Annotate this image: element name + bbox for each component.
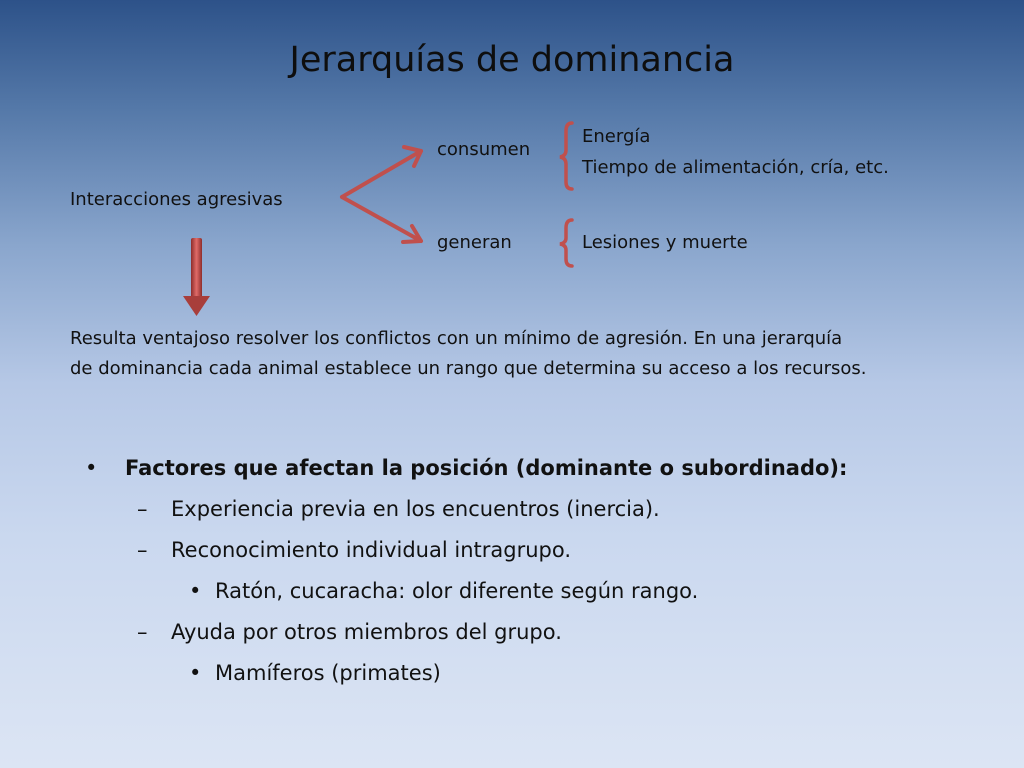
upper-branch-item: Energía bbox=[582, 126, 651, 147]
down-arrow bbox=[183, 238, 210, 316]
bullet-marker: • bbox=[189, 579, 202, 603]
page-title: Jerarquías de dominancia bbox=[289, 40, 735, 80]
list-item bbox=[85, 534, 1005, 575]
list-heading: Factores que afectan la posición (dominante o subordinado): bbox=[125, 456, 848, 480]
lower-branch-verb: generan bbox=[437, 232, 512, 253]
upper-branch-verb: consumen bbox=[437, 139, 531, 160]
upper-branch-item: Tiempo de alimentación, cría, etc. bbox=[582, 157, 889, 178]
list-subitem bbox=[85, 657, 1005, 698]
explanation-paragraph bbox=[70, 324, 867, 384]
dash-marker: – bbox=[137, 620, 148, 644]
factors-list bbox=[85, 452, 1005, 698]
lower-branch-arrow bbox=[342, 197, 421, 241]
paragraph-line: de dominancia cada animal establece un rango que determina su acceso a los recursos. bbox=[70, 358, 867, 379]
paragraph-line: Resulta ventajoso resolver los conflictos con un mínimo de agresión. En una jerarquía bbox=[70, 328, 843, 349]
upper-branch-arrow bbox=[342, 151, 421, 197]
list-item bbox=[85, 616, 1005, 657]
diagram-source-label: Interacciones agresivas bbox=[70, 189, 283, 210]
list-item bbox=[85, 493, 1005, 534]
lower-branch-item: Lesiones y muerte bbox=[582, 232, 748, 253]
dash-marker: – bbox=[137, 538, 148, 562]
dash-marker: – bbox=[137, 497, 148, 521]
upper-brace bbox=[560, 123, 572, 189]
list-item-text: Ayuda por otros miembros del grupo. bbox=[171, 620, 562, 644]
list-item-text: Ratón, cucaracha: olor diferente según rango. bbox=[215, 579, 699, 603]
list-heading-item bbox=[85, 452, 1005, 493]
braces bbox=[560, 123, 572, 266]
branch-arrows bbox=[342, 147, 421, 242]
list-subitem bbox=[85, 575, 1005, 616]
bullet-marker: • bbox=[189, 661, 202, 685]
list-item-text: Experiencia previa en los encuentros (inercia). bbox=[171, 497, 660, 521]
lower-brace bbox=[560, 220, 572, 266]
list-item-text: Mamíferos (primates) bbox=[215, 661, 441, 685]
list-item-text: Reconocimiento individual intragrupo. bbox=[171, 538, 572, 562]
bullet-marker: • bbox=[85, 456, 98, 480]
